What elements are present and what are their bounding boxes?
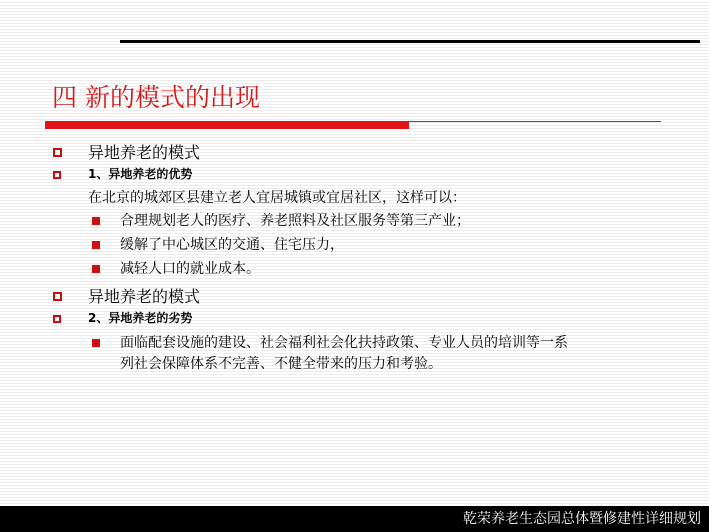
section-2-subheading: 2、异地养老的劣势	[88, 311, 193, 325]
section-2-heading: 异地养老的模式	[88, 287, 201, 306]
section-1-heading-bullet-icon	[53, 148, 62, 157]
section-1-point-3: 减轻人口的就业成本。	[120, 261, 260, 277]
section-1-point-3-bullet-icon	[92, 265, 100, 273]
section-1-point-1-bullet-icon	[92, 217, 100, 225]
section-2-heading-bullet-icon	[53, 292, 62, 301]
section-1-point-2-bullet-icon	[92, 241, 100, 249]
section-1-intro: 在北京的城郊区县建立老人宜居城镇或宜居社区，这样可以：	[88, 190, 466, 206]
slide-title: 四 新的模式的出现	[52, 83, 260, 112]
title-underline-thick	[45, 121, 409, 129]
section-2-subheading-bullet-icon	[53, 315, 61, 323]
section-1-subheading-bullet-icon	[53, 171, 61, 179]
section-1-point-1: 合理规划老人的医疗、养老照料及社区服务等第三产业；	[120, 213, 470, 229]
section-2-point-1-line-1: 面临配套设施的建设、社会福利社会化扶持政策、专业人员的培训等一系	[120, 335, 568, 351]
section-1-subheading: 1、异地养老的优势	[88, 167, 193, 181]
section-1-heading: 异地养老的模式	[88, 143, 201, 162]
section-1-point-2: 缓解了中心城区的交通、住宅压力，	[120, 237, 344, 253]
section-2-point-1-line-2: 列社会保障体系不完善、不健全带来的压力和考验。	[120, 356, 442, 372]
section-2-point-1-bullet-icon	[92, 339, 100, 347]
footer-title: 乾荣养老生态园总体暨修建性详细规划	[463, 511, 701, 527]
footer-bar	[0, 506, 709, 532]
top-rule	[120, 40, 700, 43]
